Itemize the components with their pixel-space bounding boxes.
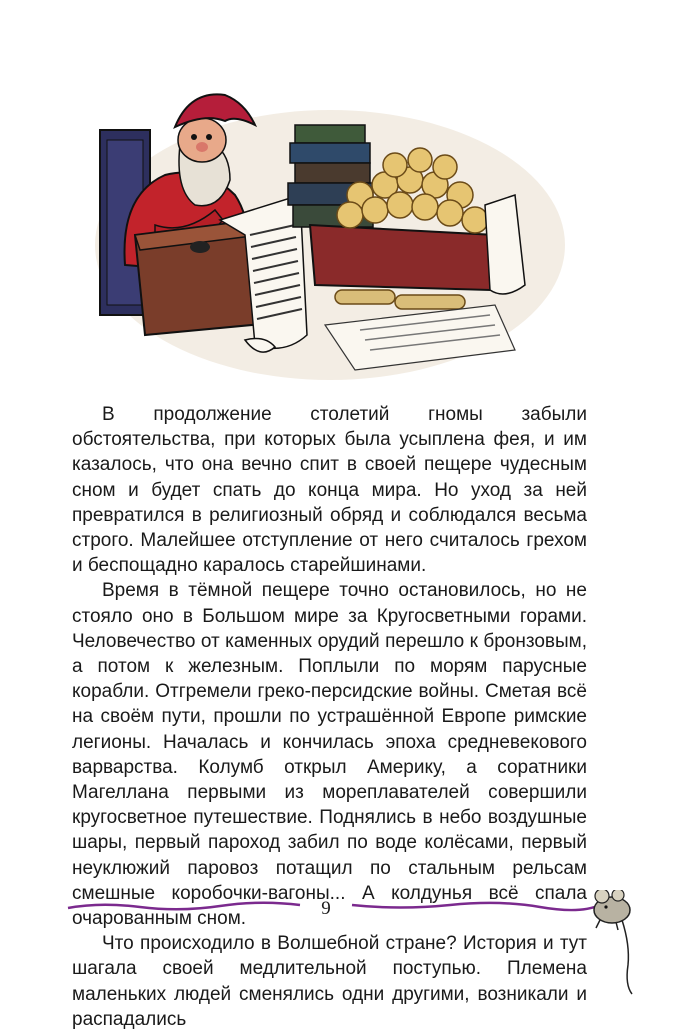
gnome-scribe-illustration [95,85,565,385]
paragraph-2: Время в тёмной пещере точно остановилось, но не стояло оно в Большом мире за Кругосветными горами. Человечество от каменных орудий перешло к бронзовым, а потом к железным. Поплыли по морям парусные корабли. Отгремели греко-персидские войны. Сметая всё на своём пути, прошли по устрашённой Европе римские легионы. Началась и кончилась эпоха средневекового варварства. Колумб открыл Америку, а соратники Магеллана первыми из мореплавателей совершили кругосветное путешествие. Поднялись в небо воздушные шары, первый пароход забил по воде колёсами, первый неуклюжий паровоз потащил по стальным рельсам смешные коробочки-вагоны... А колдунья всё спала очарованным сном. [72,580,587,930]
paragraph-1: В продолжение столетий гномы забыли обстоятельства, при которых была усыплена фея, и им казалось, что она вечно спит в своей пещере чудесным сном и будет спать до конца мира. Но уход за ней превратился в религиозный обряд и соблюдался весьма строго. Малейшее отступление от него считалось грехом и беспощадно каралось старейшинами. [72,404,587,577]
paragraph-3: Что происходило в Волшебной стране? История и тут шагала своей медлительной поступью. Племена маленьких людей сменялись одни другими, возникали и распадались [72,933,587,1030]
decorative-wavy-line-right [352,903,600,910]
mouse-icon [594,890,632,994]
page-footer-ornament [0,890,682,1000]
page-number: 9 [321,898,331,919]
decorative-wavy-line-left [68,903,300,910]
